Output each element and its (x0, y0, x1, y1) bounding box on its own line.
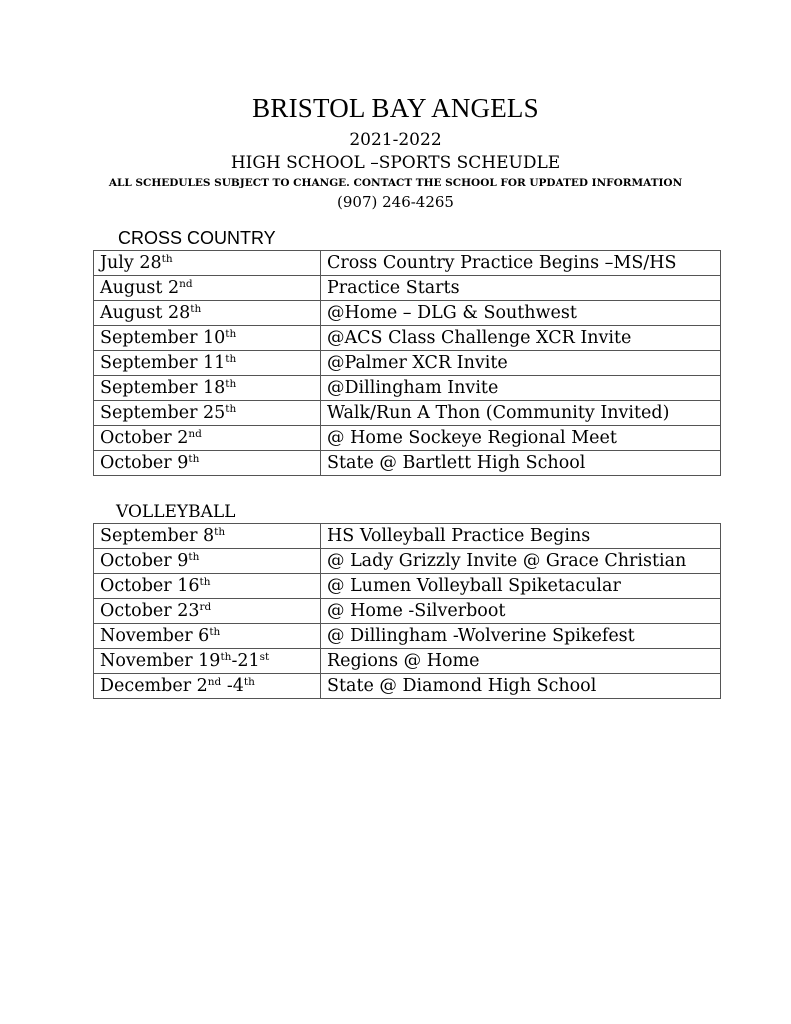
table-row (94, 674, 721, 699)
date-suffix: nd (179, 278, 193, 290)
event-name: Cross Country Practice Begins –MS/HS (321, 251, 721, 276)
table-row (94, 549, 721, 574)
event-date (94, 376, 321, 401)
school-years: 2021-2022 (349, 130, 442, 150)
date-suffix: th (214, 526, 226, 538)
event-date (94, 549, 321, 574)
schedule-subtitle: HIGH SCHOOL –SPORTS SCHEUDLE (230, 153, 561, 173)
date-suffix: th (225, 353, 237, 365)
table-row (94, 401, 721, 426)
volleyball-table (93, 523, 721, 699)
event-name: @Dillingham Invite (321, 376, 721, 401)
table-row (94, 624, 721, 649)
event-name: @ACS Class Challenge XCR Invite (321, 326, 721, 351)
date-text: September 18 (100, 378, 226, 398)
event-date (94, 401, 321, 426)
event-date (94, 326, 321, 351)
event-date (94, 574, 321, 599)
date-suffix: th (188, 551, 200, 563)
date-text: August 2 (100, 278, 180, 298)
date-suffix: st (259, 651, 270, 663)
date-suffix: th (225, 403, 237, 415)
date-suffix: nd (188, 428, 202, 440)
table-row (94, 524, 721, 549)
date-text: September 10 (100, 328, 226, 348)
date-suffix: th (161, 253, 173, 265)
event-date (94, 426, 321, 451)
table-row (94, 376, 721, 401)
event-name: @Palmer XCR Invite (321, 351, 721, 376)
event-date (94, 524, 321, 549)
table-row (94, 451, 721, 476)
date-text: August 28 (100, 303, 191, 323)
date-suffix: th (225, 378, 237, 390)
event-name: @Home – DLG & Southwest (321, 301, 721, 326)
schedule-notice: ALL SCHEDULES SUBJECT TO CHANGE. CONTACT THE SCHOOL FOR UPDATED INFORMATION (108, 177, 683, 189)
event-date (94, 624, 321, 649)
event-date (94, 251, 321, 276)
table-row (94, 574, 721, 599)
date-range-end: -21 (231, 651, 260, 671)
table-row (94, 351, 721, 376)
event-name: @ Lumen Volleyball Spiketacular (321, 574, 721, 599)
table-row (94, 649, 721, 674)
date-suffix: th (209, 626, 221, 638)
event-date (94, 674, 321, 699)
date-text: October 9 (100, 453, 189, 473)
date-suffix: th (188, 453, 200, 465)
table-row (94, 251, 721, 276)
event-name: Practice Starts (321, 276, 721, 301)
event-date (94, 649, 321, 674)
date-suffix: th (190, 303, 202, 315)
table-row (94, 276, 721, 301)
date-text: October 16 (100, 576, 200, 596)
event-name: State @ Bartlett High School (321, 451, 721, 476)
event-name: Walk/Run A Thon (Community Invited) (321, 401, 721, 426)
event-date (94, 351, 321, 376)
event-date (94, 276, 321, 301)
table-row (94, 599, 721, 624)
table-row (94, 301, 721, 326)
cross-country-table (93, 250, 721, 476)
table-row (94, 326, 721, 351)
event-name: @ Home -Silverboot (321, 599, 721, 624)
event-date (94, 599, 321, 624)
date-range-end: -4 (221, 676, 244, 696)
event-date (94, 301, 321, 326)
date-text: November 6 (100, 626, 210, 646)
date-suffix: th (199, 576, 211, 588)
date-text: October 23 (100, 601, 200, 621)
date-suffix: th (220, 651, 232, 663)
date-text: July 28 (100, 253, 162, 273)
table-row (94, 426, 721, 451)
date-suffix: nd (207, 676, 222, 688)
event-name: @ Home Sockeye Regional Meet (321, 426, 721, 451)
volleyball-heading: VOLLEYBALL (116, 502, 236, 522)
date-suffix: th (225, 328, 237, 340)
date-suffix: th (243, 676, 255, 688)
cross-country-heading: CROSS COUNTRY (118, 228, 276, 248)
event-name: State @ Diamond High School (321, 674, 721, 699)
contact-phone: (907) 246-4265 (337, 193, 454, 211)
event-name: Regions @ Home (321, 649, 721, 674)
event-name: @ Dillingham -Wolverine Spikefest (321, 624, 721, 649)
event-name: @ Lady Grizzly Invite @ Grace Christian (321, 549, 721, 574)
date-text: September 11 (100, 353, 226, 373)
date-suffix: rd (199, 601, 212, 613)
date-text: September 8 (100, 526, 215, 546)
date-text: September 25 (100, 403, 226, 423)
event-date (94, 451, 321, 476)
date-text: November 19 (100, 651, 221, 671)
date-text: December 2 (100, 676, 208, 696)
event-name: HS Volleyball Practice Begins (321, 524, 721, 549)
page-title: BRISTOL BAY ANGELS (252, 93, 539, 123)
date-text: October 9 (100, 551, 189, 571)
date-text: October 2 (100, 428, 189, 448)
